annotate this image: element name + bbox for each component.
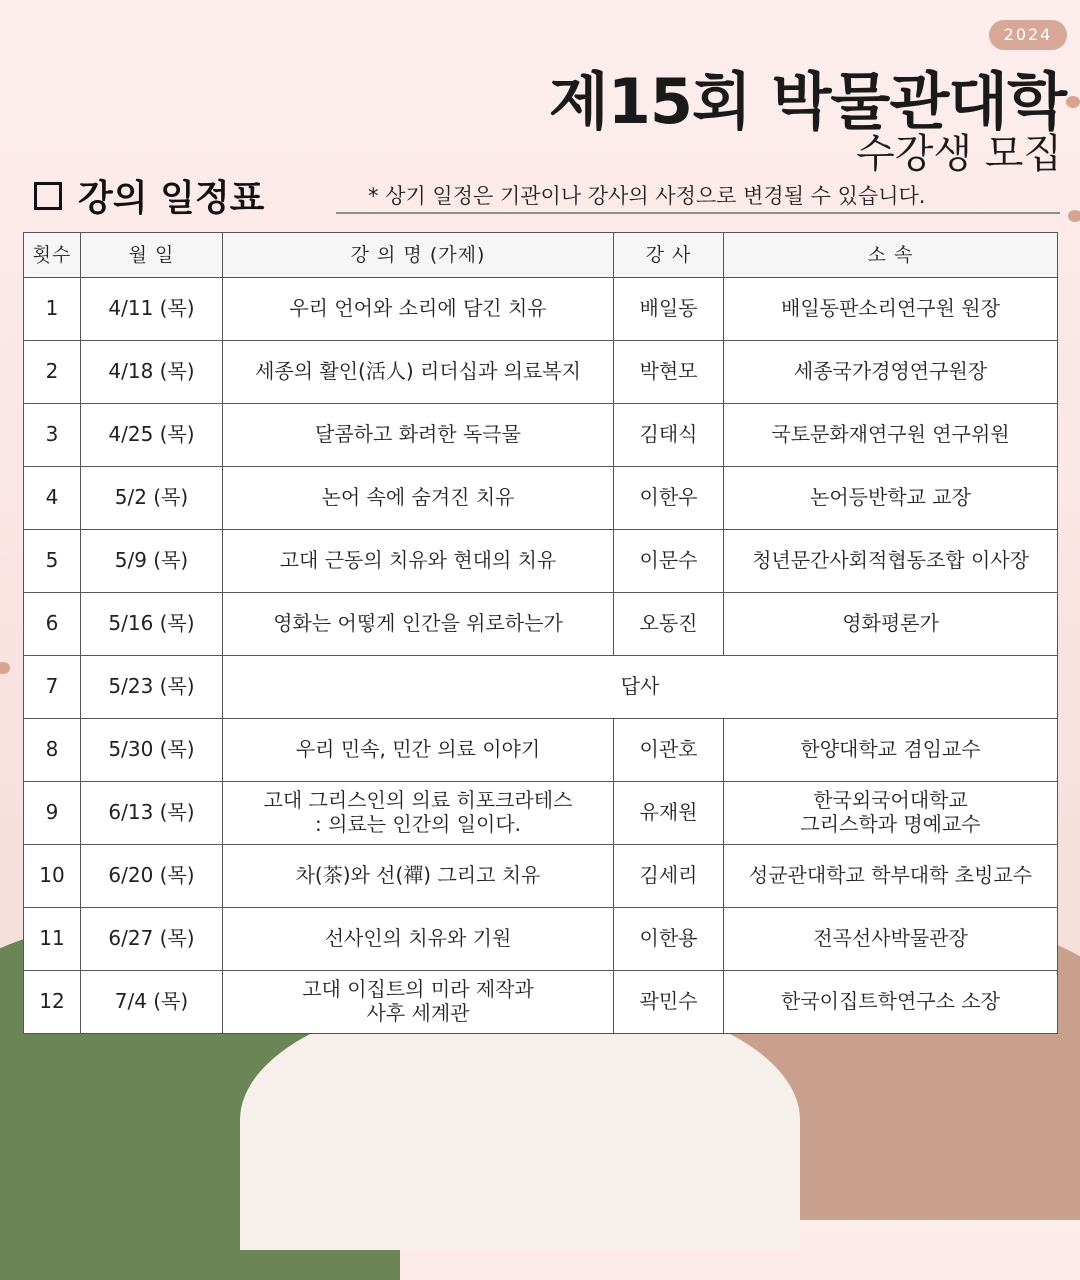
schedule-note: * 상기 일정은 기관이나 강사의 사정으로 변경될 수 있습니다. — [368, 184, 926, 208]
lecture-title: 달콤하고 화려한 독극물 — [223, 404, 614, 467]
table-row — [24, 782, 1058, 845]
lecturer-affiliation: 청년문간사회적협동조합 이사장 — [724, 530, 1058, 593]
table-row — [24, 908, 1058, 971]
session-number: 5 — [24, 530, 81, 593]
table-row — [24, 404, 1058, 467]
header-session-number: 횟수 — [24, 233, 81, 278]
lecture-date: 5/2 (목) — [81, 467, 223, 530]
page-title: 제15회 박물관대학 — [548, 65, 1066, 138]
header-date: 월 일 — [81, 233, 223, 278]
lecturer-affiliation: 세종국가경영연구원장 — [724, 341, 1058, 404]
lecturer-name: 유재원 — [614, 782, 724, 845]
lecturer-affiliation: 전곡선사박물관장 — [724, 908, 1058, 971]
header-lecture-title: 강 의 명 (가제) — [223, 233, 614, 278]
lecturer-affiliation: 국토문화재연구원 연구위원 — [724, 404, 1058, 467]
session-number: 4 — [24, 467, 81, 530]
lecturer-affiliation: 성균관대학교 학부대학 초빙교수 — [724, 845, 1058, 908]
session-number: 6 — [24, 593, 81, 656]
lecturer-affiliation: 한국외국어대학교 그리스학과 명예교수 — [724, 782, 1058, 845]
lecturer-affiliation: 배일동판소리연구원 원장 — [724, 278, 1058, 341]
lecture-title: 고대 이집트의 미라 제작과 사후 세계관 — [223, 971, 614, 1034]
lecturer-name: 이한용 — [614, 908, 724, 971]
lecture-title: 고대 근동의 치유와 현대의 치유 — [223, 530, 614, 593]
lecture-date: 5/9 (목) — [81, 530, 223, 593]
lecture-date: 5/30 (목) — [81, 719, 223, 782]
lecturer-name: 배일동 — [614, 278, 724, 341]
lecture-date: 6/13 (목) — [81, 782, 223, 845]
lecture-date: 5/16 (목) — [81, 593, 223, 656]
lecture-title: 차(茶)와 선(禪) 그리고 치유 — [223, 845, 614, 908]
lecturer-name: 이문수 — [614, 530, 724, 593]
lecturer-affiliation: 논어등반학교 교장 — [724, 467, 1058, 530]
checkbox-icon — [34, 182, 62, 210]
lecture-date: 6/20 (목) — [81, 845, 223, 908]
table-row — [24, 656, 1058, 719]
lecture-date: 4/18 (목) — [81, 341, 223, 404]
lecture-title: 논어 속에 숨겨진 치유 — [223, 467, 614, 530]
lecture-date: 7/4 (목) — [81, 971, 223, 1034]
session-number: 1 — [24, 278, 81, 341]
session-number: 9 — [24, 782, 81, 845]
note-underline — [336, 212, 1060, 214]
lecture-title: 선사인의 치유와 기원 — [223, 908, 614, 971]
lecturer-affiliation: 한국이집트학연구소 소장 — [724, 971, 1058, 1034]
lecture-title: 세종의 활인(活人) 리더십과 의료복지 — [223, 341, 614, 404]
lecturer-name: 이관호 — [614, 719, 724, 782]
lecture-date: 4/11 (목) — [81, 278, 223, 341]
lecturer-name: 이한우 — [614, 467, 724, 530]
table-row — [24, 341, 1058, 404]
lecturer-affiliation: 한양대학교 겸임교수 — [724, 719, 1058, 782]
lecture-date: 5/23 (목) — [81, 656, 223, 719]
decorative-dot — [1068, 210, 1080, 222]
section-title: 강의 일정표 — [78, 178, 265, 219]
table-header-row — [24, 233, 1058, 278]
session-number: 12 — [24, 971, 81, 1034]
header-lecturer: 강 사 — [614, 233, 724, 278]
decorative-dot — [1066, 96, 1080, 108]
table-row — [24, 530, 1058, 593]
table-row — [24, 719, 1058, 782]
lecture-title: 우리 민속, 민간 의료 이야기 — [223, 719, 614, 782]
lecture-title: 영화는 어떻게 인간을 위로하는가 — [223, 593, 614, 656]
lecturer-name: 곽민수 — [614, 971, 724, 1034]
table-row — [24, 278, 1058, 341]
year-badge: 2024 — [989, 20, 1067, 50]
session-number: 3 — [24, 404, 81, 467]
lecture-title: 고대 그리스인의 의료 히포크라테스 : 의료는 인간의 일이다. — [223, 782, 614, 845]
session-number: 10 — [24, 845, 81, 908]
session-number: 8 — [24, 719, 81, 782]
session-number: 11 — [24, 908, 81, 971]
lecturer-name: 김세리 — [614, 845, 724, 908]
table-row — [24, 467, 1058, 530]
schedule-table — [23, 232, 1058, 1034]
lecturer-name: 김태식 — [614, 404, 724, 467]
lecture-title: 우리 언어와 소리에 담긴 치유 — [223, 278, 614, 341]
table-row — [24, 845, 1058, 908]
section-header — [34, 170, 264, 221]
page-subtitle: 수강생 모집 — [856, 131, 1062, 177]
table-row — [24, 593, 1058, 656]
lecture-date: 4/25 (목) — [81, 404, 223, 467]
lecture-title: 답사 — [223, 656, 1058, 719]
decorative-dot — [0, 662, 10, 674]
header-affiliation: 소 속 — [724, 233, 1058, 278]
table-row — [24, 971, 1058, 1034]
lecturer-name: 오동진 — [614, 593, 724, 656]
session-number: 2 — [24, 341, 81, 404]
lecturer-affiliation: 영화평론가 — [724, 593, 1058, 656]
lecturer-name: 박현모 — [614, 341, 724, 404]
session-number: 7 — [24, 656, 81, 719]
lecture-date: 6/27 (목) — [81, 908, 223, 971]
